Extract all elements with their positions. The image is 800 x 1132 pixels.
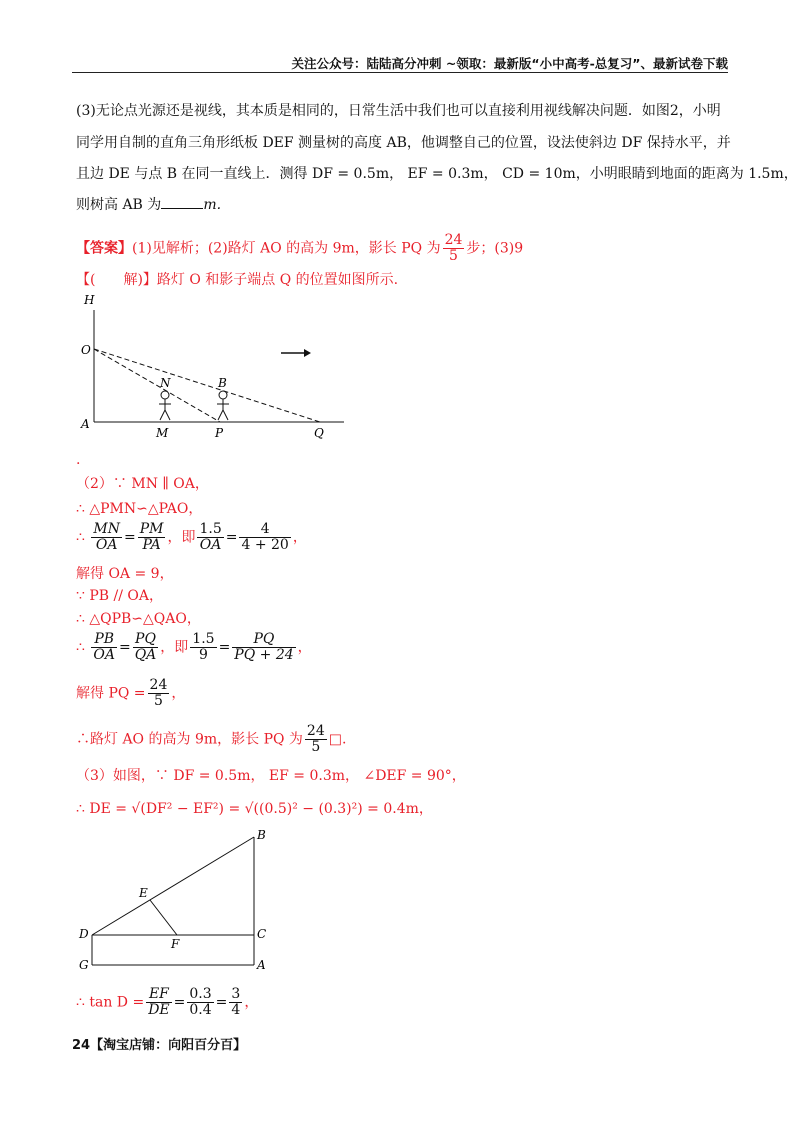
sol2-line-9: ∴路灯 AO 的高为 9m，影长 PQ 为 $\frac{24}{5}$ □. bbox=[76, 723, 347, 755]
fig1-label-h: H bbox=[84, 293, 95, 307]
question-line-4 bbox=[76, 194, 221, 214]
sol3-line-3: ∴ tan D = $\frac{EF}{DE}$ = $\frac{0.3}{0.4}$ = $\frac{3}{4}$ ， bbox=[76, 986, 259, 1018]
sol2-line-6: ∴ △QPB∽△QAO， bbox=[76, 611, 201, 627]
sol3-line-2: ∴ DE = √(DF² − EF²) = √((0.5)² − (0.3)²) = 0.4m， bbox=[76, 801, 433, 817]
answer-blank bbox=[161, 208, 203, 209]
fig1-label-o: O bbox=[81, 343, 91, 357]
fig2-label-a: A bbox=[257, 958, 266, 972]
question-line-1: (3)无论点光源还是视线，其本质是相同的，日常生活中我们也可以直接利用视线解决问题．如图2，小明 bbox=[76, 103, 721, 119]
header-rule bbox=[72, 72, 728, 73]
fig1-label-q: Q bbox=[314, 426, 324, 440]
question-line-3: 且边 DE 与点 B 在同一直线上．测得 DF = 0.5m， EF = 0.3m， CD = 10m，小明眼睛到地面的距离为 1.5m， bbox=[76, 166, 798, 182]
question-line-2: 同学用自制的直角三角形纸板 DEF 测量树的高度 AB，他调整自己的位置，设法使斜边 DF 保持水平，并 bbox=[76, 135, 731, 151]
fig2-label-b: B bbox=[257, 828, 266, 842]
answer-text: (1)见解析；(2)路灯 AO 的高为 9m，影长 PQ 为 bbox=[132, 240, 441, 257]
sol2-line-7: ∴ $\frac{PB}{OA}$ = $\frac{PQ}{QA}$ ，即 $\frac{1.5}{9}$ = $\frac{PQ}{PQ + 24}$ ， bbox=[76, 631, 312, 663]
fig1-label-p: P bbox=[215, 426, 224, 440]
fig2-label-f: F bbox=[171, 937, 180, 951]
sol2-line-5: ∵ PB // OA， bbox=[76, 588, 163, 604]
question-line-4a: 则树高 AB 为 bbox=[76, 197, 162, 213]
analysis-line-1: 【( 解)】路灯 O 和影子端点 Q 的位置如图所示. bbox=[76, 272, 399, 288]
answer-fraction: $\frac{24}{5}$ bbox=[444, 232, 463, 264]
fig2-label-c: C bbox=[257, 927, 267, 941]
sol2-line-8: 解得 PQ = $\frac{24}{5}$ ， bbox=[76, 677, 186, 709]
fig2-label-d: D bbox=[79, 927, 89, 941]
answer-line bbox=[76, 233, 523, 264]
sol2-line-1: （2）∵ MN ∥ OA， bbox=[76, 476, 209, 492]
fig1-label-n: N bbox=[160, 376, 171, 390]
fig1-label-b: B bbox=[218, 376, 227, 390]
fig1-label-a: A bbox=[81, 417, 90, 431]
page-header: 关注公众号：陆陆高分冲刺 ~领取：最新版“小中高考-总复习”、最新试卷下载 bbox=[291, 56, 728, 71]
stray-dot: . bbox=[76, 452, 81, 468]
figure-2-diagram bbox=[76, 825, 276, 975]
answer-label: 【答案】 bbox=[76, 240, 132, 257]
fig2-label-g: G bbox=[79, 958, 89, 972]
sol2-line-3: ∴ $\frac{MN}{OA}$ = $\frac{PM}{PA}$ ，即 $\frac{1.5}{OA}$ = $\frac{4}{4 + 20}$ ， bbox=[76, 521, 307, 553]
figure-1-diagram bbox=[76, 292, 356, 442]
sol2-line-4: 解得 OA = 9， bbox=[76, 566, 174, 582]
sol3-line-1: （3）如图，∵ DF = 0.5m， EF = 0.3m， ∠DEF = 90°， bbox=[76, 768, 466, 784]
sol2-line-2: ∴ △PMN∽△PAO， bbox=[76, 501, 203, 517]
person-icon-at-m bbox=[159, 391, 171, 420]
fig1-label-m: M bbox=[156, 426, 169, 440]
question-line-4b: m. bbox=[203, 197, 222, 213]
answer-tail: 步；(3)9 bbox=[466, 240, 524, 257]
person-icon-at-p bbox=[217, 391, 229, 420]
fig2-label-e: E bbox=[139, 886, 148, 900]
page-footer: 24【淘宝店铺：向阳百分百】 bbox=[72, 1038, 247, 1053]
